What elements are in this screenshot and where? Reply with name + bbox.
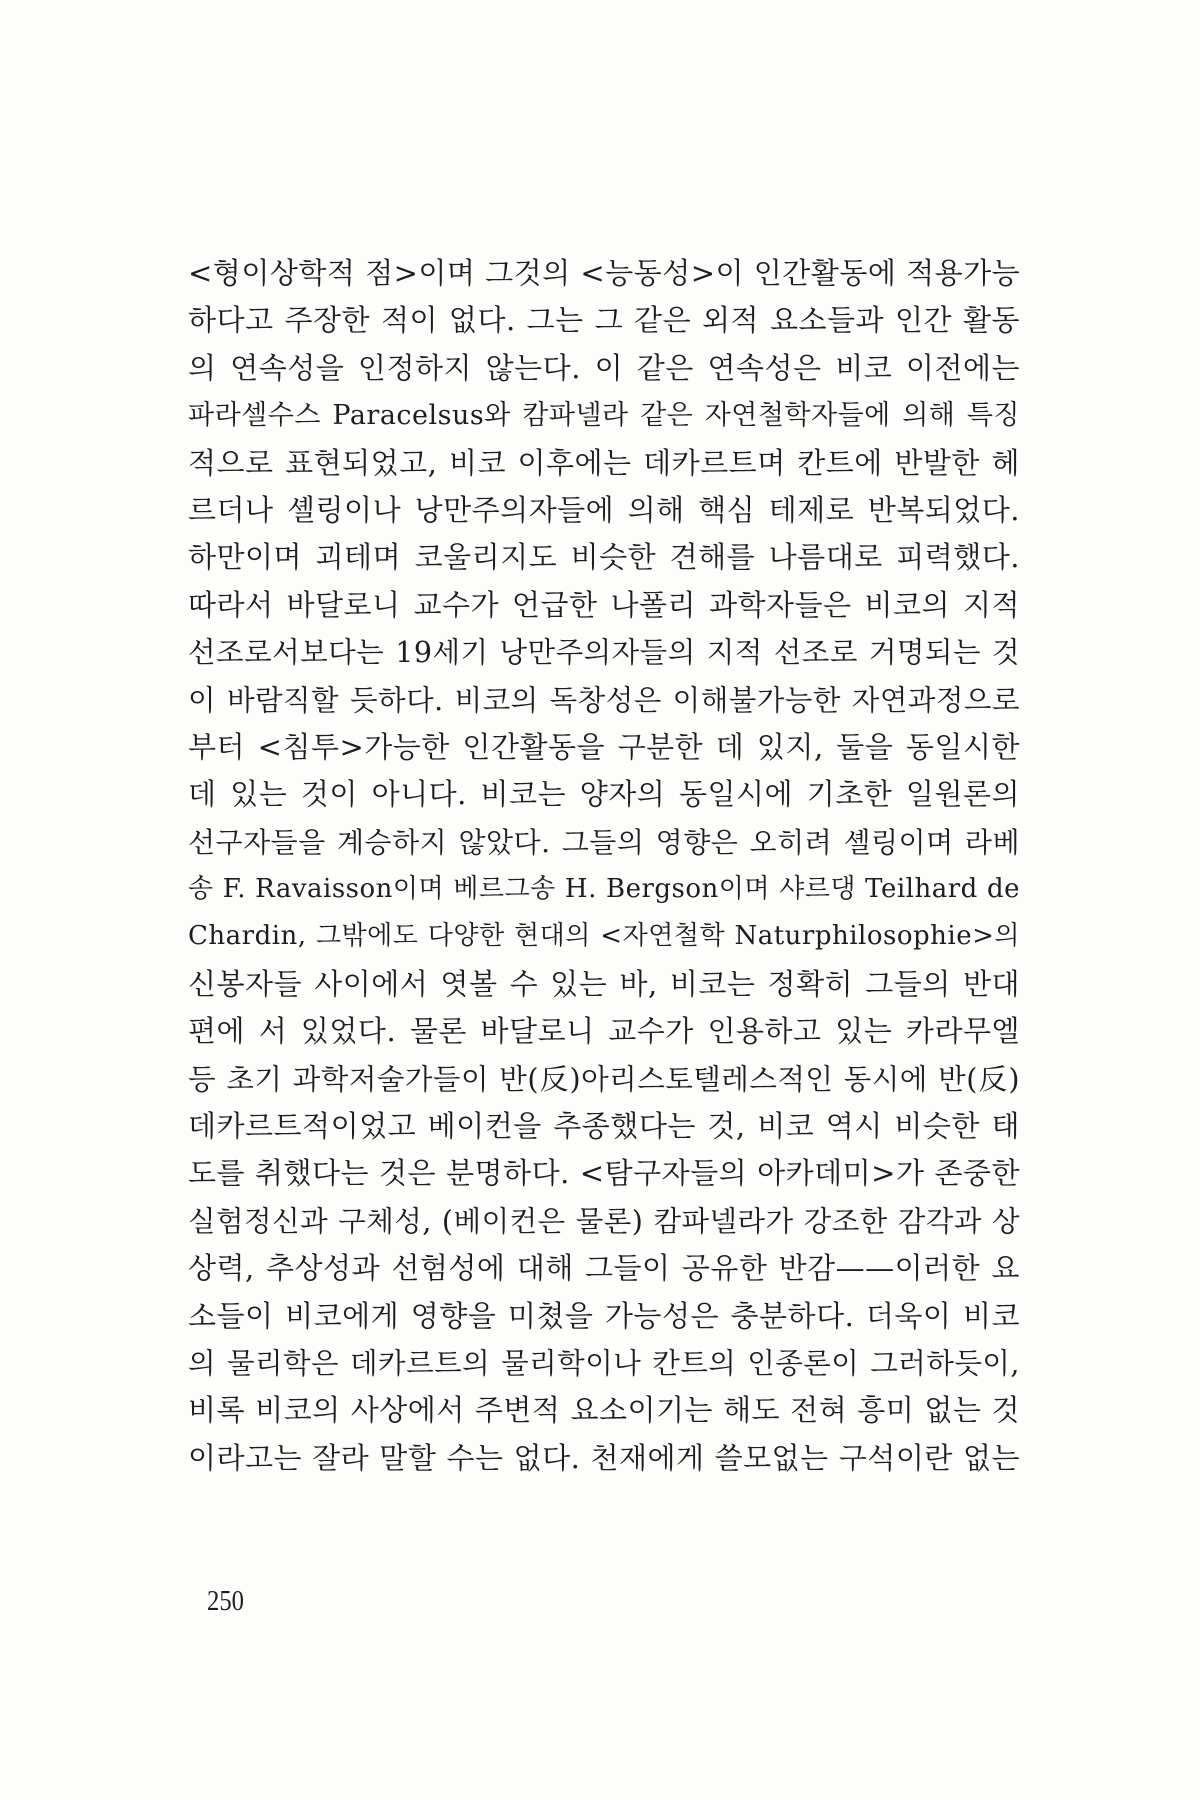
text-line: 부터 <침투>가능한 인간활동을 구분한 데 있지, 둘을 동일시한 — [188, 729, 1020, 764]
body-text — [188, 250, 1020, 1482]
text-line: 편에 서 있었다. 물론 바달로니 교수가 인용하고 있는 카라무엘 — [188, 1014, 1020, 1049]
text-line: 데카르트적이었고 베이컨을 추종했다는 것, 비코 역시 비슷한 태 — [188, 1109, 1020, 1144]
text-line: 등 초기 과학저술가들이 반(反)아리스토텔레스적인 동시에 반(反) — [188, 1062, 1020, 1096]
text-line: 데 있는 것이 아니다. 비코는 양자의 동일시에 기초한 일원론의 — [188, 777, 1020, 812]
text-line: 의 물리학은 데카르트의 물리학이나 칸트의 인종론이 그러하듯이, — [188, 1346, 1020, 1380]
text-line: 비록 비코의 사상에서 주변적 요소이기는 해도 전혀 흥미 없는 것 — [188, 1393, 1020, 1428]
text-line: 하만이며 괴테며 코울리지도 비슷한 견해를 나름대로 피력했다. — [188, 540, 1020, 575]
text-line: 이 바람직할 듯하다. 비코의 독창성은 이해불가능한 자연과정으로 — [188, 683, 1020, 717]
text-line: 적으로 표현되었고, 비코 이후에는 데카르트며 칸트에 반발한 헤 — [188, 445, 1020, 480]
text-line: 의 연속성을 인정하지 않는다. 이 같은 연속성은 비코 이전에는 — [188, 350, 1020, 385]
text-line: 하다고 주장한 적이 없다. 그는 그 같은 외적 요소들과 인간 활동 — [188, 303, 1020, 338]
text-line: Chardin, 그밖에도 다양한 현대의 <자연철학 Naturphilosophie>의 — [188, 921, 1020, 952]
text-line: 소들이 비코에게 영향을 미쳤을 가능성은 충분하다. 더욱이 비코 — [188, 1298, 1020, 1333]
text-line: <형이상학적 점>이며 그것의 <능동성>이 인간활동에 적용가능 — [188, 256, 1020, 290]
text-line: 르더나 셸링이나 낭만주의자들에 의해 핵심 테제로 반복되었다. — [188, 492, 1020, 527]
text-line: 송 F. Ravaisson이며 베르그송 H. Bergson이며 샤르댕 Teilhard de — [188, 874, 1020, 905]
text-line: 상력, 추상성과 선험성에 대해 그들이 공유한 반감——이러한 요 — [188, 1251, 1020, 1286]
text-line: 신봉자들 사이에서 엿볼 수 있는 바, 비코는 정확히 그들의 반대 — [188, 966, 1020, 1001]
text-line: 따라서 바달로니 교수가 언급한 나폴리 과학자들은 비코의 지적 — [188, 587, 1020, 622]
text-line: 파라셀수스 Paracelsus와 캄파넬라 같은 자연철학자들에 의해 특징 — [188, 400, 1020, 432]
text-line: 실험정신과 구체성, (베이컨은 물론) 캄파넬라가 강조한 감각과 상 — [188, 1204, 1020, 1238]
page-number: 250 — [207, 1585, 244, 1617]
text-line: 이라고는 잘라 말할 수는 없다. 천재에게 쓸모없는 구석이란 없는 — [188, 1440, 1020, 1475]
text-line: 선조로서보다는 19세기 낭만주의자들의 지적 선조로 거명되는 것 — [188, 636, 1020, 670]
text-line: 선구자들을 계승하지 않았다. 그들의 영향은 오히려 셸링이며 라베 — [188, 825, 1020, 859]
text-line: 도를 취했다는 것은 분명하다. <탐구자들의 아카데미>가 존중한 — [188, 1156, 1020, 1191]
